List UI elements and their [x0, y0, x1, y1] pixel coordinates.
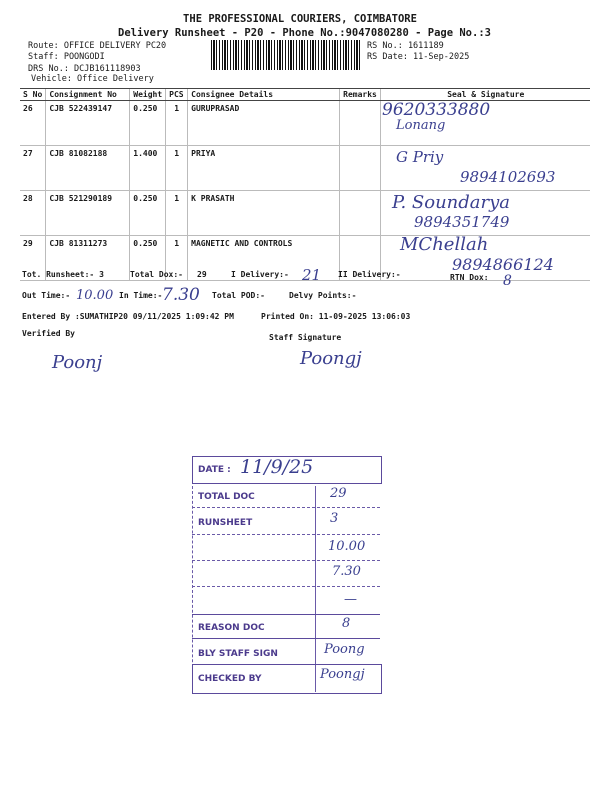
stamp-rowline [192, 560, 380, 561]
rtn-dox-label: RTN Dox: [450, 273, 489, 282]
handwritten-signature: Lonang [396, 118, 446, 133]
ii-delivery-label: II Delivery:- [338, 270, 401, 279]
stamp-checked-hand: Poongj [320, 667, 365, 682]
drs-number: DRS No.: DCJB161118903 [28, 64, 141, 74]
stamp-runsheet-label: RUNSHEET [198, 518, 253, 528]
staff-signature: Poongj [300, 348, 362, 369]
handwritten-phone: 9894351749 [414, 213, 510, 231]
i-delivery-label: I Delivery:- [231, 270, 289, 279]
cell-sno: 27 [20, 146, 46, 191]
col-pcs: PCS [166, 89, 188, 101]
handwritten-signature: G Priy [396, 148, 444, 166]
stamp-out-hand: 10.00 [328, 539, 366, 554]
stamp-line [192, 614, 380, 615]
col-remarks: Remarks [339, 89, 381, 101]
stamp-in-hand: 7.30 [332, 564, 361, 579]
cell-weight: 0.250 [130, 236, 166, 281]
cell-pcs: 1 [166, 236, 188, 281]
total-dox-value: 29 [197, 270, 207, 279]
cell-weight: 1.400 [130, 146, 166, 191]
table-row [20, 101, 590, 146]
stamp-line [192, 638, 380, 639]
cell-sno: 29 [20, 236, 46, 281]
cell-sno: 28 [20, 191, 46, 236]
stamp-divider [315, 486, 316, 692]
printed-on: Printed On: 11-09-2025 13:06:03 [261, 312, 411, 321]
entered-by: Entered By :SUMATHIP20 09/11/2025 1:09:42 PM [22, 312, 234, 321]
handwritten-phone: 9894866124 [452, 255, 554, 274]
cell-consignment: CJB 81311273 [46, 236, 130, 281]
col-sno: S No [20, 89, 46, 101]
table-header-row [20, 89, 590, 101]
total-pod-label: Total POD:- [212, 291, 265, 300]
cell-remarks [339, 101, 381, 146]
cell-weight: 0.250 [130, 101, 166, 146]
cell-remarks [339, 146, 381, 191]
stamp-rowline [192, 586, 380, 587]
stamp-date-label: DATE : [198, 465, 231, 475]
stamp-reason-label: REASON DOC [198, 623, 265, 633]
barcode [211, 40, 362, 70]
stamp-rowline [192, 534, 380, 535]
verified-signature: Poonj [52, 352, 103, 373]
cell-consignee: GURUPRASAD [188, 101, 339, 146]
stamp-total-doc-hand: 29 [330, 486, 347, 501]
staff-signature-label: Staff Signature [269, 333, 342, 342]
stamp-rowline [192, 507, 380, 508]
handwritten-name: P. Soundarya [392, 192, 511, 213]
col-consignment: Consignment No [46, 89, 130, 101]
staff-label: Staff: POONGODI [28, 52, 105, 62]
tot-runsheet: Tot. Runsheet:- 3 [22, 270, 104, 279]
col-seal-signature: Seal & Signature [381, 89, 590, 101]
stamp-bly-label: BLY STAFF SIGN [198, 649, 278, 659]
col-weight: Weight [130, 89, 166, 101]
cell-consignment: CJB 521290189 [46, 191, 130, 236]
stamp-reason-hand: 8 [342, 616, 351, 631]
cell-pcs: 1 [166, 146, 188, 191]
stamp-date-hand: 11/9/25 [240, 456, 314, 478]
cell-sno: 26 [20, 101, 46, 146]
cell-pcs: 1 [166, 191, 188, 236]
vehicle-label: Vehicle: Office Delivery [31, 74, 154, 84]
stamp-bly-hand: Poong [324, 642, 365, 657]
cell-consignee: PRIYA [188, 146, 339, 191]
rs-date: RS Date: 11-Sep-2025 [367, 52, 470, 62]
handwritten-phone: 9620333880 [382, 100, 491, 120]
in-time-hand: 7.30 [162, 285, 200, 305]
out-time-hand: 10.00 [76, 288, 114, 303]
cell-consignment: CJB 81082188 [46, 146, 130, 191]
cell-consignee: K PRASATH [188, 191, 339, 236]
stamp-runsheet-hand: 3 [330, 511, 339, 526]
out-time-label: Out Time:- [22, 291, 71, 300]
delvy-points-label: Delvy Points:- [289, 291, 357, 300]
rs-number: RS No.: 1611189 [367, 41, 444, 51]
cell-consignee: MAGNETIC AND CONTROLS [188, 236, 339, 281]
cell-pcs: 1 [166, 101, 188, 146]
verified-by-label: Verified By [22, 329, 75, 338]
stamp-left-border [192, 486, 315, 692]
handwritten-name: MChellah [400, 234, 489, 255]
delivery-stamp [192, 452, 380, 694]
company-title: THE PROFESSIONAL COURIERS, COIMBATORE [183, 13, 417, 25]
cell-weight: 0.250 [130, 191, 166, 236]
total-dox-label: Total Dox:- [130, 270, 183, 279]
i-delivery-hand: 21 [302, 266, 322, 284]
in-time-label: In Time:- [119, 291, 163, 300]
cell-remarks [339, 191, 381, 236]
col-consignee: Consignee Details [188, 89, 339, 101]
route-label: Route: OFFICE DELIVERY PC20 [28, 41, 167, 51]
rtn-dox-hand: 8 [503, 273, 512, 289]
cell-consignment: CJB 522439147 [46, 101, 130, 146]
stamp-total-doc-label: TOTAL DOC [198, 492, 255, 502]
handwritten-phone: 9894102693 [460, 168, 556, 186]
runsheet-subtitle: Delivery Runsheet - P20 - Phone No.:9047080280 - Page No.:3 [118, 27, 491, 39]
stamp-checked-label: CHECKED BY [198, 674, 262, 684]
stamp-dash-hand: — [344, 592, 357, 607]
